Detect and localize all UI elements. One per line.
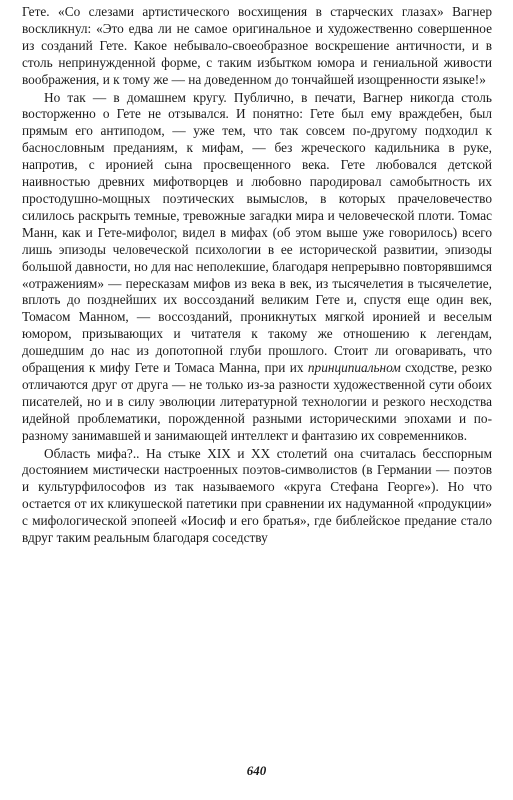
paragraph-3 [22,446,492,547]
paragraph-2-emphasis: принципиальном [307,360,401,376]
page-number: 640 [246,763,267,778]
paragraph-2-text-b: сходстве, резко отличаются друг от друга — не только из-за разности художественной сути обоих писателей, но и в силу эволюции литературной технологии и резкого несходства идейной проблематики, порожденной разными историческими эпохами и по-разному занимавшей и занимающей интеллект и фантазию их современников. [22,360,492,443]
paragraph-1-text: Гете. «Со слезами артистического восхищения в старческих глазах» Вагнер воскликнул: «Это едва ли не самое оригинальное и художественно совершенное из созданий Гете. Какое небывало-своеобразное воскрешение античности, и в столь непринужденной форме, с таким избытком юмора и гениальной живости воображения, и к тому же — на доведенном до тончайшей изощренности языке!» [22,4,492,87]
paragraph-2-text-a: Но так — в домашнем кругу. Публично, в печати, Вагнер никогда столь восторженно о Гете не отзывался. И понятно: Гете был ему враждебен, был прямым его антиподом, — уже тем, что так совсем по-другому подходил к баснословным преданиям, к мифам, — без жреческого кадильника в руке, напротив, с иронией сына просвещенного века. Гете любовался детской наивностью древних мифотворцев и любовно пародировал самобытность их простодушно-мощных поэтических вымыслов, в которых прачеловечество силилось раскрыть темные, тревожные загадки мира и человеческой плоти. Томас Манн, как и Гете-мифолог, видел в мифах (об этом выше уже говорилось) всего лишь эпизоды человеческой психологии в ее исторической развитии, эпизоды большой давности, но для нас неполекшие, благодаря непрерывно повторявшимся «отражениям» — пересказам мифов из века в век, из тысячелетия в тысячелетие, вплоть до позднейших их воссозданий великим Гете и, спустя еще один век, Томасом Манном, — воссозданий, проникнутых мягкой иронией и веселым юмором, призывающих и читателя к такому же отношению к легендам, дошедшим до нас из допотопной глуби прошлого. Стоит ли оговаривать, что обращения к мифу Гете и Томаса Манна, при их [22,89,492,376]
paragraph-3-text: Область мифа?.. На стыке XIX и XX столетий она считалась бесспорным достоянием мистически настроенных поэтов-символистов (в Германии — поэтов и культурфилософов из так называемого «круга Стефана Георге»). Но что остается от их кликушеской патетики при сравнении их надуманной «продукции» с мифологической эпопеей «Иосиф и его братья», где библейское предание стало вдруг таким реальным благодаря соседству [22,445,492,546]
paragraph-2 [22,90,492,445]
paragraph-1 [22,4,492,89]
